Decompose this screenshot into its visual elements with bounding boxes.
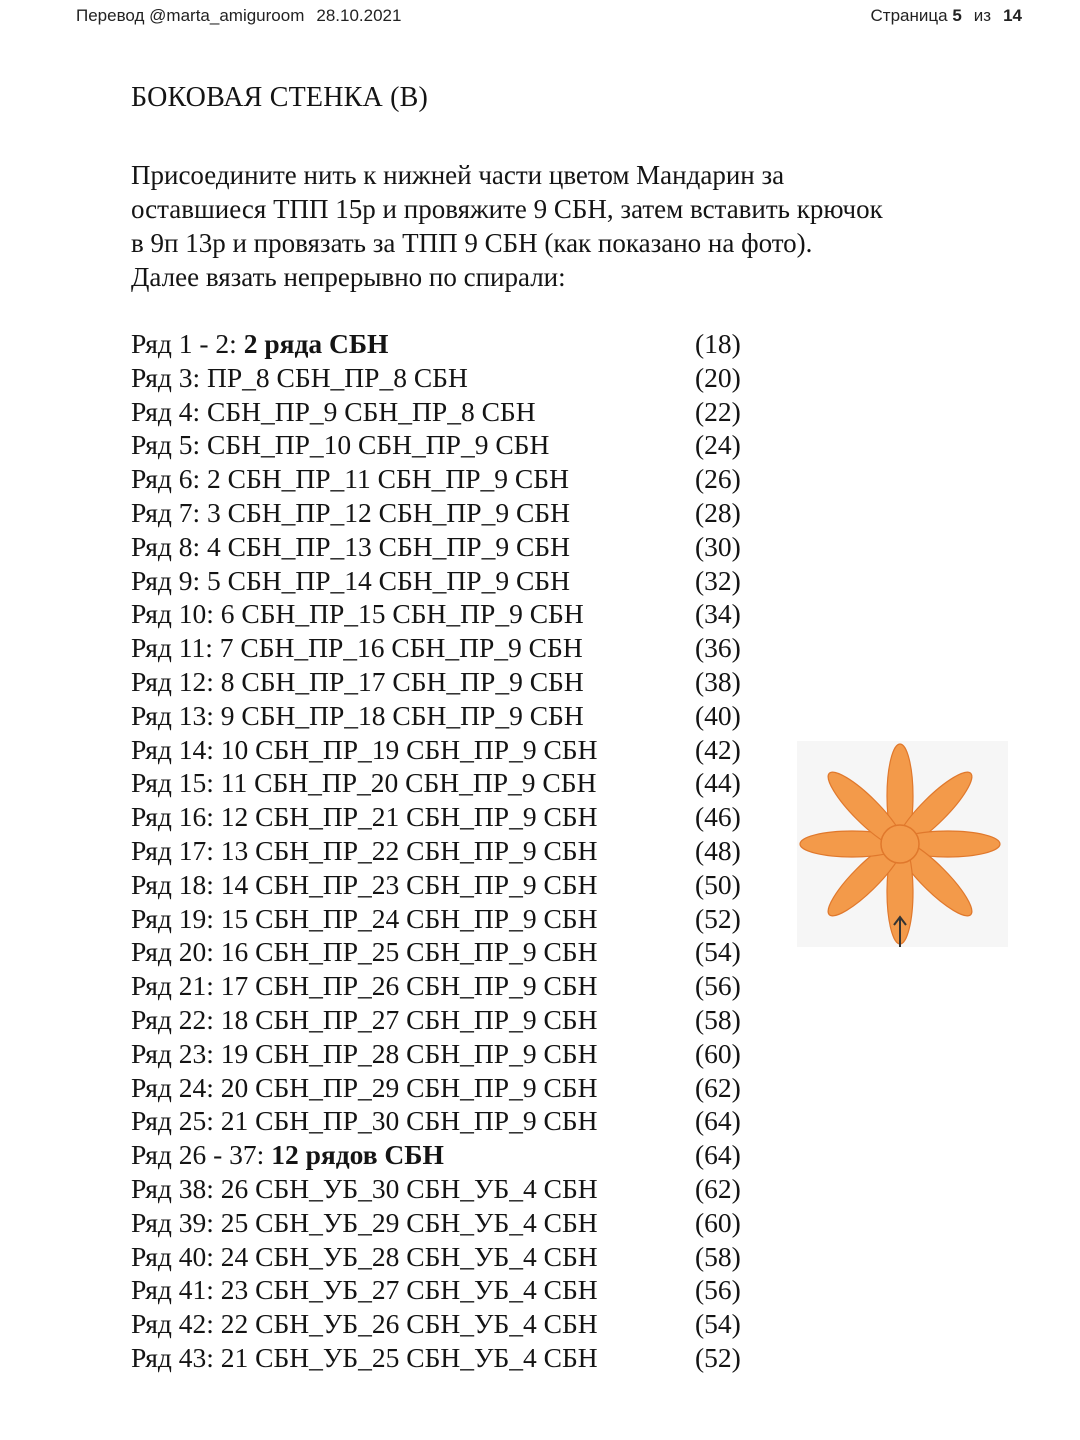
pattern-row: [131, 395, 751, 429]
row-label: Ряд 8:: [131, 530, 201, 562]
pattern-row: [131, 564, 751, 598]
row-stitch-count: (22): [695, 395, 741, 427]
row-label: Ряд 11:: [131, 632, 213, 664]
row-label: Ряд 38:: [131, 1172, 214, 1204]
row-label: Ряд 40:: [131, 1240, 214, 1272]
pattern-row: [131, 733, 751, 767]
row-stitch-count: (38): [695, 665, 741, 697]
row-stitch-count: (36): [695, 632, 741, 664]
header-translator: [76, 6, 401, 26]
row-label: Ряд 17:: [131, 834, 214, 866]
row-label: Ряд 12:: [131, 665, 214, 697]
page-current: 5: [952, 6, 962, 25]
row-stitch-count: (26): [695, 463, 741, 495]
header-date: 28.10.2021: [316, 6, 402, 25]
intro-line: оставшиеся ТПП 15р и провяжите 9 СБН, затем вставить крючок: [131, 194, 883, 224]
row-label: Ряд 43:: [131, 1341, 214, 1373]
pattern-row: [131, 868, 751, 902]
row-label: Ряд 3:: [131, 361, 201, 393]
row-stitch-count: (60): [695, 1206, 741, 1238]
row-instruction: 5 СБН_ПР_14 СБН_ПР_9 СБН: [207, 564, 570, 596]
row-label: Ряд 19:: [131, 902, 214, 934]
pattern-row: [131, 1104, 751, 1138]
row-label: Ряд 39:: [131, 1206, 214, 1238]
row-instruction: 23 СБН_УБ_27 СБН_УБ_4 СБН: [220, 1274, 598, 1306]
row-instruction: 6 СБН_ПР_15 СБН_ПР_9 СБН: [220, 598, 584, 630]
pattern-row: [131, 766, 751, 800]
pattern-row: [131, 1138, 751, 1172]
intro-line: Присоедините нить к нижней части цветом Мандарин за: [131, 160, 785, 190]
pattern-row: [131, 665, 751, 699]
row-instruction: 2 ряда СБН: [243, 328, 389, 359]
row-stitch-count: (20): [695, 361, 741, 393]
row-instruction: 12 СБН_ПР_21 СБН_ПР_9 СБН: [220, 801, 598, 833]
pattern-row: [131, 1172, 751, 1206]
row-instruction: 21 СБН_ПР_30 СБН_ПР_9 СБН: [220, 1105, 598, 1137]
row-label: Ряд 13:: [131, 699, 214, 731]
row-instruction: 11 СБН_ПР_20 СБН_ПР_9 СБН: [220, 767, 597, 799]
row-stitch-count: (62): [695, 1071, 741, 1103]
pattern-row: [131, 1071, 751, 1105]
intro-line: в 9п 13р и провязать за ТПП 9 СБН (как показано на фото).: [131, 228, 813, 258]
row-label: Ряд 7:: [131, 496, 201, 528]
row-instruction: СБН_ПР_10 СБН_ПР_9 СБН: [207, 429, 550, 461]
pattern-row: [131, 1307, 751, 1341]
row-instruction: 21 СБН_УБ_25 СБН_УБ_4 СБН: [220, 1341, 598, 1373]
row-stitch-count: (30): [695, 530, 741, 562]
row-stitch-count: (28): [695, 496, 741, 528]
header-handle: @marta_amiguroom: [149, 6, 305, 25]
row-label: Ряд 20:: [131, 936, 214, 968]
row-instruction: 25 СБН_УБ_29 СБН_УБ_4 СБН: [220, 1206, 598, 1238]
pattern-row: [131, 902, 751, 936]
row-instruction: 10 СБН_ПР_19 СБН_ПР_9 СБН: [220, 733, 598, 765]
row-instruction: 12 рядов СБН: [271, 1139, 444, 1171]
row-stitch-count: (18): [695, 328, 741, 359]
pattern-row: [131, 327, 751, 361]
row-stitch-count: (50): [695, 868, 741, 900]
section-title: БОКОВАЯ СТЕНКА (В): [131, 82, 429, 113]
row-stitch-count: (56): [695, 970, 741, 1002]
row-label: Ряд 6:: [131, 463, 201, 495]
row-stitch-count: (54): [695, 936, 741, 968]
row-stitch-count: (52): [695, 1341, 741, 1373]
row-label: Ряд 23:: [131, 1037, 214, 1069]
row-instruction: 18 СБН_ПР_27 СБН_ПР_9 СБН: [220, 1003, 598, 1035]
pattern-row: [131, 699, 751, 733]
row-instruction: 20 СБН_ПР_29 СБН_ПР_9 СБН: [220, 1071, 598, 1103]
page-of: из: [973, 6, 992, 25]
intro-line: Далее вязать непрерывно по спирали:: [131, 262, 566, 292]
row-instruction: 16 СБН_ПР_25 СБН_ПР_9 СБН: [220, 936, 598, 968]
row-stitch-count: (32): [695, 564, 741, 596]
row-instruction: СБН_ПР_9 СБН_ПР_8 СБН: [207, 395, 536, 427]
row-label: Ряд 14:: [131, 733, 214, 765]
row-label: Ряд 4:: [131, 395, 201, 427]
row-label: Ряд 10:: [131, 598, 214, 630]
row-instruction: 8 СБН_ПР_17 СБН_ПР_9 СБН: [220, 665, 584, 697]
row-instruction: 3 СБН_ПР_12 СБН_ПР_9 СБН: [207, 496, 570, 528]
intro-paragraph: [131, 158, 991, 294]
pattern-row: [131, 800, 751, 834]
row-stitch-count: (34): [695, 598, 741, 630]
pattern-row: [131, 1240, 751, 1274]
row-stitch-count: (44): [695, 767, 741, 799]
page-total: 14: [1003, 6, 1022, 25]
row-instruction: ПР_8 СБН_ПР_8 СБН: [207, 361, 468, 393]
row-stitch-count: (64): [695, 1105, 741, 1137]
row-instruction: 26 СБН_УБ_30 СБН_УБ_4 СБН: [220, 1172, 598, 1204]
row-stitch-count: (54): [695, 1308, 741, 1340]
row-stitch-count: (58): [695, 1240, 741, 1272]
row-instruction: 4 СБН_ПР_13 СБН_ПР_9 СБН: [207, 530, 570, 562]
row-stitch-count: (40): [695, 699, 741, 731]
row-instruction: 2 СБН_ПР_11 СБН_ПР_9 СБН: [207, 463, 569, 495]
flower-center: [881, 825, 919, 863]
row-label: Ряд 9:: [131, 564, 201, 596]
pattern-rows: [131, 327, 751, 1375]
row-stitch-count: (48): [695, 834, 741, 866]
pattern-row: [131, 935, 751, 969]
row-label: Ряд 16:: [131, 801, 214, 833]
page-word: Страница: [870, 6, 948, 25]
row-instruction: 9 СБН_ПР_18 СБН_ПР_9 СБН: [220, 699, 584, 731]
row-instruction: 7 СБН_ПР_16 СБН_ПР_9 СБН: [219, 632, 583, 664]
pattern-row: [131, 496, 751, 530]
page-indicator: [871, 6, 1022, 26]
pattern-row: [131, 969, 751, 1003]
pattern-row: [131, 428, 751, 462]
pattern-row: [131, 834, 751, 868]
row-label: Ряд 42:: [131, 1308, 214, 1340]
row-instruction: 15 СБН_ПР_24 СБН_ПР_9 СБН: [220, 902, 598, 934]
pattern-row: [131, 1273, 751, 1307]
row-stitch-count: (60): [695, 1037, 741, 1069]
row-label: Ряд 21:: [131, 970, 214, 1002]
row-label: Ряд 18:: [131, 868, 214, 900]
row-instruction: 24 СБН_УБ_28 СБН_УБ_4 СБН: [220, 1240, 598, 1272]
pattern-row: [131, 631, 751, 665]
pattern-row: [131, 1206, 751, 1240]
row-instruction: 19 СБН_ПР_28 СБН_ПР_9 СБН: [220, 1037, 598, 1069]
pattern-row: [131, 1341, 751, 1375]
header-prefix: Перевод: [76, 6, 145, 25]
row-stitch-count: (62): [695, 1172, 741, 1204]
row-instruction: 14 СБН_ПР_23 СБН_ПР_9 СБН: [220, 868, 598, 900]
row-label: Ряд 24:: [131, 1071, 214, 1103]
row-label: Ряд 15:: [131, 767, 214, 799]
row-instruction: 13 СБН_ПР_22 СБН_ПР_9 СБН: [220, 834, 598, 866]
row-label: Ряд 5:: [131, 429, 201, 461]
row-label: Ряд 22:: [131, 1003, 214, 1035]
row-instruction: 22 СБН_УБ_26 СБН_УБ_4 СБН: [220, 1308, 598, 1340]
row-label: Ряд 26 - 37:: [131, 1139, 265, 1171]
row-stitch-count: (58): [695, 1003, 741, 1035]
row-stitch-count: (24): [695, 429, 741, 461]
row-instruction: 17 СБН_ПР_26 СБН_ПР_9 СБН: [220, 970, 598, 1002]
pattern-row: [131, 1037, 751, 1071]
pattern-row: [131, 530, 751, 564]
pattern-row: [131, 361, 751, 395]
row-stitch-count: (46): [695, 801, 741, 833]
row-label: Ряд 25:: [131, 1105, 214, 1137]
row-label: Ряд 41:: [131, 1274, 214, 1306]
pattern-row: [131, 462, 751, 496]
pattern-row: [131, 597, 751, 631]
flower-photo: [797, 741, 1008, 947]
pattern-row: [131, 1003, 751, 1037]
row-stitch-count: (56): [695, 1274, 741, 1306]
row-stitch-count: (52): [695, 902, 741, 934]
row-stitch-count: (42): [695, 733, 741, 765]
row-stitch-count: (64): [695, 1139, 741, 1171]
row-label: Ряд 1 - 2:: [131, 328, 237, 359]
